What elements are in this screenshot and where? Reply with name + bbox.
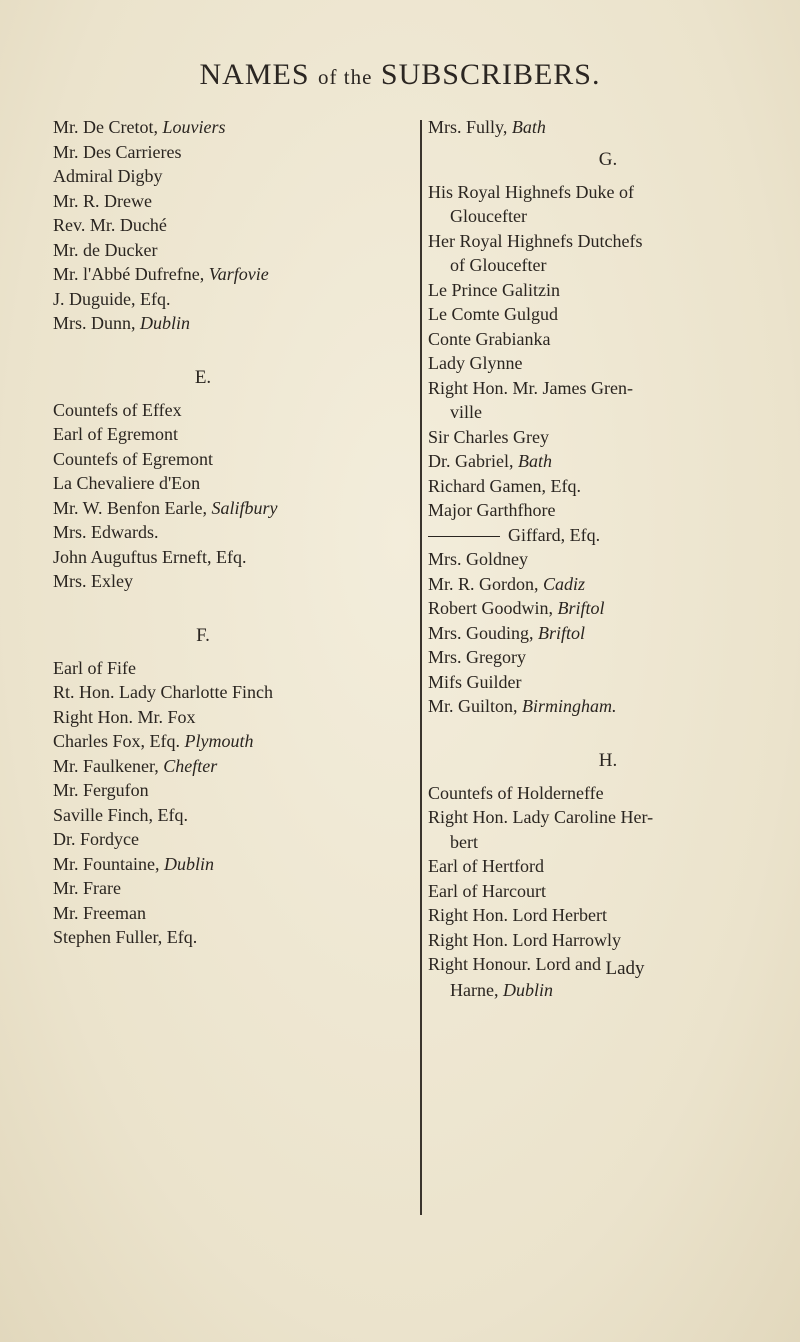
subscriber-name: La Chevaliere d'Eon — [53, 473, 201, 493]
subscriber-name: Right Hon. Lady Caroline Her- — [428, 807, 654, 827]
subscriber-name: Right Hon. Mr. Fox — [53, 706, 196, 727]
subscriber-entry — [428, 781, 788, 806]
subscriber-name: Dr. Gabriel, — [428, 451, 518, 471]
section-h-list — [428, 781, 788, 953]
subscriber-name: Mr. Frare — [53, 878, 121, 898]
subscriber-entry — [53, 140, 353, 165]
section-e-list — [53, 398, 353, 594]
subscriber-place: Louviers — [162, 117, 226, 137]
subscriber-name: Rt. Hon. Lady Charlotte Finch — [53, 682, 273, 702]
subscriber-entry — [428, 449, 788, 474]
subscriber-place: Cadiz — [543, 573, 586, 594]
subscriber-name-continued — [428, 978, 788, 1003]
subscriber-entry — [53, 311, 353, 336]
subscriber-place: Plymouth — [184, 731, 254, 751]
subscriber-entry-last — [428, 952, 788, 1002]
subscriber-entry — [428, 879, 788, 904]
subscriber-entry — [428, 278, 788, 303]
column-divider — [420, 120, 422, 1215]
subscriber-name: Le Comte Gulgud — [428, 304, 558, 324]
subscriber-entry — [428, 854, 788, 879]
subscriber-name: Earl of Hertford — [428, 856, 544, 876]
section-f-list — [53, 656, 353, 950]
subscriber-place: Dublin — [164, 853, 215, 874]
subscriber-entry — [53, 729, 353, 754]
subscriber-name: Giffard, Efq. — [508, 524, 601, 545]
subscriber-name: Mr. Guilton, — [428, 696, 523, 716]
subscriber-entry — [53, 680, 353, 705]
subscriber-entry — [428, 115, 788, 140]
section-g-list — [428, 180, 788, 523]
subscriber-entry — [53, 876, 353, 901]
subscriber-name: Richard Gamen, Efq. — [428, 475, 581, 496]
subscriber-entry — [428, 302, 788, 327]
subscriber-entry — [53, 189, 353, 214]
subscriber-entry — [428, 670, 788, 695]
catchword: Lady — [605, 958, 645, 979]
subscriber-entry — [53, 398, 353, 423]
subscriber-name-continued: ville — [450, 402, 482, 422]
subscriber-place: Salifbury — [211, 497, 278, 518]
subscriber-name: Her Royal Highnefs Dutchefs — [428, 230, 643, 251]
subscriber-name: Lady Glynne — [428, 353, 523, 373]
subscriber-entry — [53, 803, 353, 828]
subscriber-entry — [53, 569, 353, 594]
subscriber-name: Conte Grabianka — [428, 328, 551, 349]
title-word-names: NAMES — [199, 58, 310, 91]
subscriber-name: Mrs. Fully, — [428, 117, 512, 137]
title-word-of-the: of the — [318, 65, 373, 89]
subscriber-entry — [53, 754, 353, 779]
section-g-list-continued — [428, 547, 788, 719]
subscriber-entry — [428, 376, 788, 425]
subscriber-entry — [53, 238, 353, 263]
subscriber-place: Briftol — [538, 622, 586, 643]
subscriber-entry — [428, 694, 788, 719]
subscriber-name: Mrs. Edwards. — [53, 522, 159, 542]
subscriber-entry — [428, 645, 788, 670]
subscriber-name: Mrs. Goldney — [428, 549, 528, 569]
subscriber-entry — [53, 471, 353, 496]
ditto-dash — [428, 536, 500, 537]
subscriber-name: Mr. De Cretot, — [53, 117, 163, 137]
subscriber-name: Mr. R. Gordon, — [428, 573, 544, 594]
subscriber-entry — [428, 180, 788, 229]
subscriber-name: Right Hon. Lord Harrowly — [428, 929, 621, 950]
subscriber-name: Saville Finch, Efq. — [53, 804, 188, 825]
subscriber-name: John Auguftus Erneft, Efq. — [53, 546, 247, 567]
subscriber-entry — [428, 351, 788, 376]
subscriber-name: Mrs. Gouding, — [428, 622, 539, 643]
subscriber-name: Mrs. Exley — [53, 571, 133, 591]
subscriber-name: Mrs. Dunn, — [53, 313, 141, 333]
title-word-subscribers: SUBSCRIBERS. — [380, 58, 601, 91]
subscriber-name: Countefs of Holderneffe — [428, 782, 604, 803]
subscriber-entry — [53, 164, 353, 189]
subscriber-entry — [53, 545, 353, 570]
subscriber-entry — [53, 422, 353, 447]
subscriber-name-cont-text: Harne, — [450, 979, 503, 1000]
subscriber-entry — [53, 213, 353, 238]
subscriber-name: Right Honour. Lord and — [428, 954, 601, 974]
subscriber-entry — [428, 928, 788, 953]
subscriber-entry — [428, 805, 788, 854]
subscriber-entry — [53, 447, 353, 472]
subscriber-entry — [53, 262, 353, 287]
subscriber-name: Dr. Fordyce — [53, 829, 139, 849]
subscriber-entry — [428, 903, 788, 928]
subscriber-entry — [53, 656, 353, 681]
subscriber-place: Varfovie — [208, 264, 269, 284]
subscriber-name-continued: Gloucefter — [450, 206, 527, 226]
subscriber-name: Earl of Harcourt — [428, 880, 546, 901]
subscriber-name: Admiral Digby — [53, 166, 163, 186]
right-column — [428, 115, 788, 1002]
subscriber-entry — [428, 596, 788, 621]
subscriber-entry — [53, 115, 353, 140]
subscriber-name: Stephen Fuller, Efq. — [53, 927, 198, 947]
subscriber-name: Mr. l'Abbé Dufrefne, — [53, 264, 209, 284]
subscriber-name: J. Duguide, Efq. — [53, 288, 171, 309]
subscriber-name: Mrs. Gregory — [428, 647, 526, 667]
subscriber-name: Mr. Fountaine, — [53, 853, 164, 874]
subscriber-place: Bath — [511, 117, 546, 137]
subscriber-place: Dublin — [140, 313, 191, 333]
subscriber-name: Mr. Des Carrieres — [53, 141, 182, 162]
subscriber-name: Sir Charles Grey — [428, 426, 549, 447]
subscriber-name: Mr. de Ducker — [53, 239, 158, 260]
subscriber-entry — [53, 778, 353, 803]
subscriber-name: Earl of Fife — [53, 657, 136, 678]
subscriber-place: Chefter — [163, 755, 218, 776]
subscriber-name: Mr. Fergufon — [53, 780, 149, 800]
subscriber-place: Bath — [517, 451, 552, 471]
subscriber-entry — [53, 925, 353, 950]
section-heading-e: E. — [194, 366, 212, 388]
section-heading-f: F. — [196, 624, 210, 646]
subscriber-name: Countefs of Egremont — [53, 448, 213, 469]
section-d-list — [53, 115, 353, 336]
left-column — [53, 115, 353, 950]
subscriber-entry — [428, 425, 788, 450]
page-title — [0, 58, 800, 92]
subscriber-name: Robert Goodwin, — [428, 598, 558, 618]
subscriber-name: Right Hon. Lord Herbert — [428, 905, 607, 925]
subscriber-name: Mr. W. Benfon Earle, — [53, 497, 212, 518]
subscriber-name: Right Hon. Mr. James Gren- — [428, 377, 633, 398]
subscriber-name: Mr. Faulkener, — [53, 755, 164, 776]
subscriber-entry — [53, 852, 353, 877]
section-heading-g: G. — [598, 148, 618, 170]
subscriber-name: Charles Fox, Efq. — [53, 731, 185, 751]
subscriber-name: His Royal Highnefs Duke of — [428, 181, 634, 202]
subscriber-entry — [428, 572, 788, 597]
subscriber-entry — [53, 827, 353, 852]
subscriber-place: Briftol — [557, 598, 605, 618]
subscriber-name-continued: bert — [450, 831, 478, 852]
subscriber-entry — [428, 229, 788, 278]
subscriber-name: Earl of Egremont — [53, 424, 178, 444]
subscriber-entry — [428, 474, 788, 499]
subscriber-entry — [53, 520, 353, 545]
subscriber-name: Rev. Mr. Duché — [53, 215, 167, 235]
subscriber-entry-giffard — [428, 523, 788, 548]
subscriber-entry — [53, 287, 353, 312]
section-heading-h: H. — [598, 749, 618, 771]
subscriber-entry — [428, 498, 788, 523]
subscriber-entry — [428, 327, 788, 352]
subscriber-name: Countefs of Effex — [53, 399, 182, 420]
subscriber-place: Dublin — [502, 979, 553, 1000]
subscriber-place: Birmingham. — [522, 696, 617, 716]
subscriber-entry — [428, 547, 788, 572]
subscriber-name: Mr. Freeman — [53, 902, 146, 923]
subscriber-entry — [53, 496, 353, 521]
subscriber-entry — [53, 705, 353, 730]
subscriber-name-continued: of Gloucefter — [450, 255, 547, 275]
subscriber-name: Mifs Guilder — [428, 671, 522, 692]
subscriber-entry — [53, 901, 353, 926]
subscriber-entry — [428, 621, 788, 646]
subscriber-name: Le Prince Galitzin — [428, 279, 560, 300]
subscriber-name: Mr. R. Drewe — [53, 190, 152, 211]
subscriber-name: Major Garthfhore — [428, 500, 556, 520]
